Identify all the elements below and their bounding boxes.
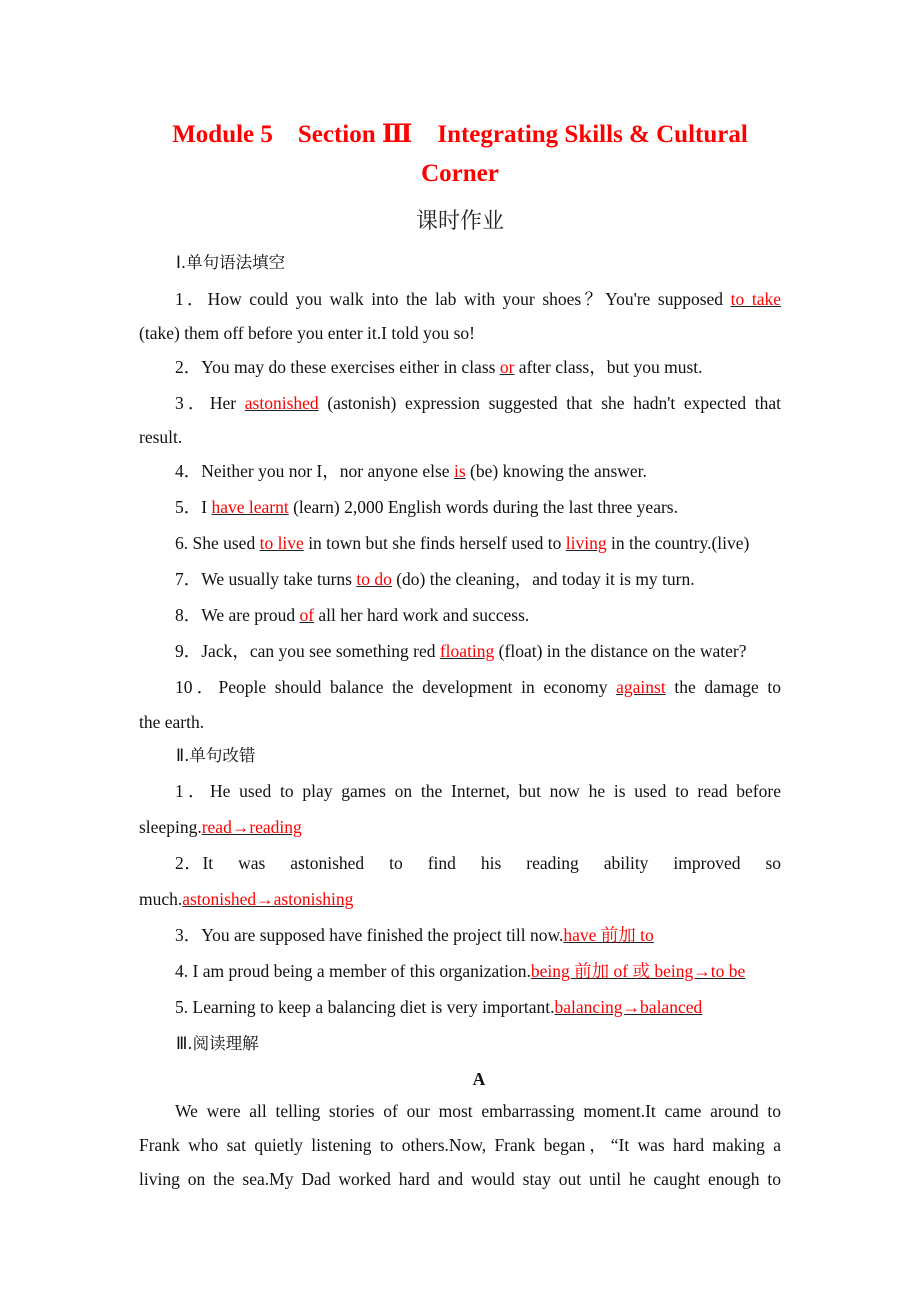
answer: being 前加 of 或 being→to be [530,961,746,981]
question-text: after class，but you must. [514,357,703,377]
question-text: (float) in the distance on the water? [494,641,747,661]
question-7 [139,568,781,590]
question-text: the damage to [665,677,781,697]
question-text: (astonish) expression suggested that she hadn't expected that [318,393,782,413]
answer: to take [730,289,781,309]
correction-1-cont [139,816,781,838]
correction-3 [139,924,781,946]
question-text: sleeping. [139,817,202,837]
correction-5 [139,996,781,1018]
question-1 [139,288,781,310]
answer: living [565,533,607,553]
passage-line: We were all telling stories of our most embarrassing moment.It came around to [175,1101,781,1121]
question-text: all her hard work and success. [314,605,530,625]
passage-line: Frank who sat quietly listening to others.Now, Frank began，“It was hard making a [139,1135,781,1155]
answer: is [453,461,466,481]
question-4 [139,460,781,482]
question-text: 5．I [175,497,212,517]
question-3-cont: result. [139,427,183,447]
answer: read→reading [201,817,302,837]
answer: to live [259,533,304,553]
question-10 [139,676,781,698]
document-title: Module 5 Section Ⅲ Integrating Skills & Cultural [172,121,748,148]
question-text: 6. She used [175,533,260,553]
correction-2-cont [139,888,781,910]
answer: to do [356,569,392,589]
answer: of [299,605,315,625]
question-text: 9．Jack，can you see something red [175,641,440,661]
section1-heading: Ⅰ.单句语法填空 [176,253,286,272]
section3-heading: Ⅲ.阅读理解 [176,1034,259,1053]
question-text: 8．We are proud [175,605,300,625]
answer: astonished→astonishing [182,889,354,909]
question-10-cont: the earth. [139,712,205,732]
answer: astonished [244,393,319,413]
question-1-cont: (take) them off before you enter it.I told you so! [139,323,475,343]
answer: have learnt [211,497,289,517]
answer: floating [439,641,495,661]
question-8 [139,604,781,626]
answer: balancing→balanced [554,997,703,1017]
question-text: (do) the cleaning，and today it is my turn. [391,569,695,589]
answer: against [616,677,666,697]
question-text: 4. I am proud being a member of this organization. [175,961,531,981]
question-3 [139,392,781,414]
correction-4 [139,960,781,982]
passage-line: living on the sea.My Dad worked hard and would stay out until he caught enough to [139,1169,781,1189]
question-text: 7．We usually take turns [175,569,357,589]
question-text: 4．Neither you nor I，nor anyone else [175,461,454,481]
question-6 [139,532,781,554]
document-title-cont: Corner [421,160,499,187]
question-text: 3．You are supposed have finished the project till now. [175,925,564,945]
answer: have 前加 to [563,925,654,945]
question-text: in town but she finds herself used to [303,533,566,553]
question-text: 5. Learning to keep a balancing diet is very important. [175,997,555,1017]
question-text: (be) knowing the answer. [465,461,647,481]
correction-1: 1．He used to play games on the Internet, but now he is used to read before [175,781,781,801]
question-9 [139,640,781,662]
correction-2: 2．It was astonished to find his reading ability improved so [175,853,781,873]
answer: or [499,357,515,377]
passage-label: A [472,1069,486,1089]
question-text: 2．You may do these exercises either in class [175,357,500,377]
question-text: 3．Her [175,393,245,413]
question-2 [139,356,781,378]
question-text: 1．How could you walk into the lab with your shoes？You're supposed [175,289,731,309]
question-text: 10．People should balance the development in economy [175,677,617,697]
question-text: much. [139,889,183,909]
question-5 [139,496,781,518]
document-subtitle: 课时作业 [415,209,504,234]
question-text: in the country.(live) [606,533,750,553]
section2-heading: Ⅱ.单句改错 [176,746,256,765]
question-text: (learn) 2,000 English words during the last three years. [288,497,678,517]
